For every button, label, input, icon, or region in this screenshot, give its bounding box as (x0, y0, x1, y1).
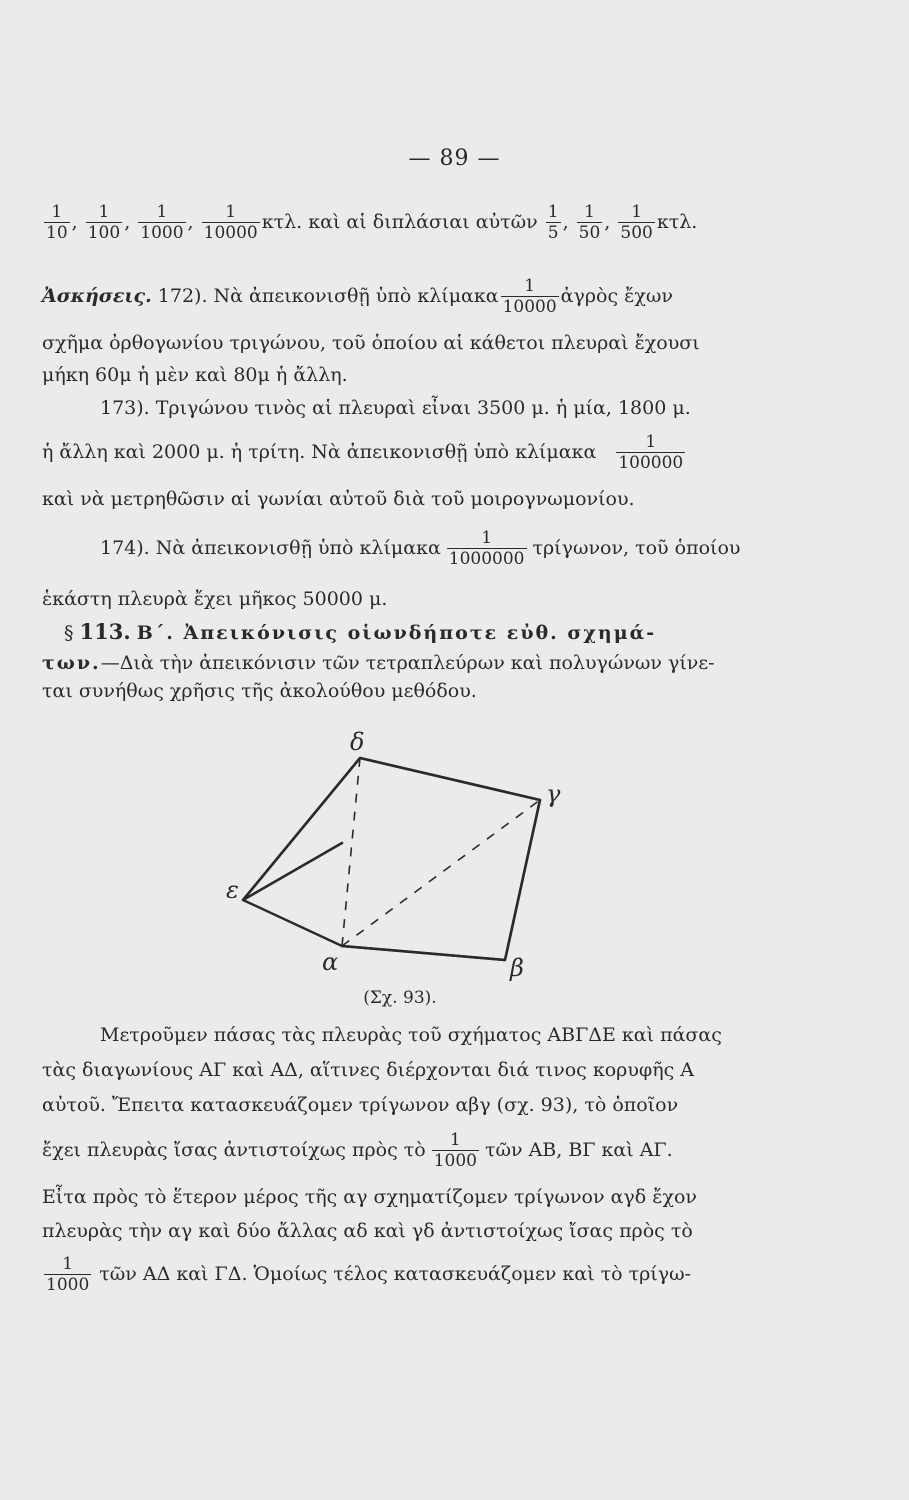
exercises-heading: Ἀσκήσεις. (42, 285, 152, 307)
text-line: τὰς διαγωνίους ΑΓ καὶ ΑΔ, αἵτινες διέρχονται διά τινος κορυφῆς Α (42, 1059, 694, 1081)
text-line: καὶ νὰ μετρηθῶσιν αἱ γωνίαι αὐτοῦ διὰ τοῦ μοιρογνωμονίου. (42, 488, 635, 510)
section-heading-113: § 113. Β΄. Ἀπεικόνισις οἱωνδήποτε εὐθ. σχημά- (64, 619, 657, 644)
label-epsilon: ε (226, 876, 239, 904)
line-exercise-173: 173). Τριγώνου τινὸς αἱ πλευραὶ εἶναι 3500 μ. ἡ μία, 1800 μ. (100, 397, 691, 419)
line-exercise-172: Ἀσκήσεις. 172). Νὰ ἀπεικονισθῇ ὑπὸ κλίμακα $\frac{1}{10000}$ ἀγρὸς ἔχων (42, 276, 673, 317)
text-line: Μετροῦμεν πάσας τὰς πλευρὰς τοῦ σχήματος ΑΒΓΔΕ καὶ πάσας (100, 1024, 722, 1046)
diagonal-alpha-gamma (342, 800, 540, 946)
label-delta: δ (350, 728, 365, 756)
fraction-1-10000-scale: $\frac{1}{10000}$ (502, 276, 557, 317)
fraction-1-5: $\frac{1}{5}$ (547, 202, 559, 243)
text-line: σχῆμα ὀρθογωνίου τριγώνου, τοῦ ὁποίου αἱ κάθετοι πλευραὶ ἔχουσι (42, 332, 700, 354)
text-line: Εἶτα πρὸς τὸ ἕτερον μέρος τῆς αγ σχηματίζομεν τρίγωνον αγδ ἔχον (42, 1186, 697, 1208)
text-line: των.—Διὰ τὴν ἀπεικόνισιν τῶν τετραπλεύρων καὶ πολυγώνων γίνε- (42, 652, 715, 674)
fraction-1-1000000: $\frac{1}{1000000}$ (448, 528, 525, 569)
fraction-1-100: $\frac{1}{100}$ (87, 202, 121, 243)
figure-caption: (Σχ. 93). (363, 988, 437, 1008)
text-line: μήκη 60μ ἡ μὲν καὶ 80μ ἡ ἄλλη. (42, 364, 348, 386)
label-gamma: γ (546, 780, 561, 808)
label-alpha: α (322, 948, 339, 976)
label-beta: β (510, 954, 524, 982)
line-scale-1000-a: ἔχει πλευρὰς ἴσας ἀντιστοίχως πρὸς τὸ $\frac{1}{1000}$ τῶν ΑΒ, ΒΓ καὶ ΑΓ. (42, 1130, 673, 1171)
diagonal-alpha-delta (342, 758, 360, 946)
fraction-1-1000-b: $\frac{1}{1000}$ (433, 1130, 477, 1171)
line-scale-100000: ἡ ἄλλη καὶ 2000 μ. ἡ τρίτη. Νὰ ἀπεικονισθῇ ὑπὸ κλίμακα $\frac{1}{100000}$ (42, 432, 684, 473)
line-fractions-series: $\frac{1}{10}$ , $\frac{1}{100}$ , $\frac{1}{1000}$ , $\frac{1}{10000}$ κτλ. καὶ αἱ διπλάσιαι αὐτῶν $\frac{1}{5}$ , $\frac{1}{50}$ , $\frac{1}{500}$ κτλ. (46, 202, 698, 243)
fraction-1-10000: $\frac{1}{10000}$ (203, 202, 258, 243)
fraction-1-50: $\frac{1}{50}$ (578, 202, 601, 243)
line-exercise-174: 174). Νὰ ἀπεικονισθῇ ὑπὸ κλίμακα $\frac{1}{1000000}$ τρίγωνον, τοῦ ὁποίου (100, 528, 741, 569)
fraction-1-100000: $\frac{1}{100000}$ (618, 432, 684, 473)
line-scale-1000-b: $\frac{1}{1000}$ τῶν ΑΔ καὶ ΓΔ. Ὁμοίως τέλος κατασκευάζομεν καὶ τὸ τρίγω- (46, 1254, 691, 1295)
fraction-1-1000-c: $\frac{1}{1000}$ (46, 1254, 90, 1295)
text-line: ἑκάστη πλευρὰ ἔχει μῆκος 50000 μ. (42, 588, 388, 610)
text-line: ται συνήθως χρῆσις τῆς ἀκολούθου μεθόδου. (42, 680, 477, 702)
polygon-outline (243, 758, 540, 960)
fraction-1-1000: $\frac{1}{1000}$ (140, 202, 184, 243)
fraction-1-500: $\frac{1}{500}$ (620, 202, 653, 243)
text-line: αὐτοῦ. Ἔπειτα κατασκευάζομεν τρίγωνον αβγ (σχ. 93), τὸ ὁποῖον (42, 1094, 679, 1116)
text-line: πλευρὰς τὴν αγ καὶ δύο ἄλλας αδ καὶ γδ ἀντιστοίχως ἴσας πρὸς τὸ (42, 1220, 693, 1242)
page-number: — 89 — (408, 146, 501, 171)
fraction-1-10: $\frac{1}{10}$ (46, 202, 68, 243)
